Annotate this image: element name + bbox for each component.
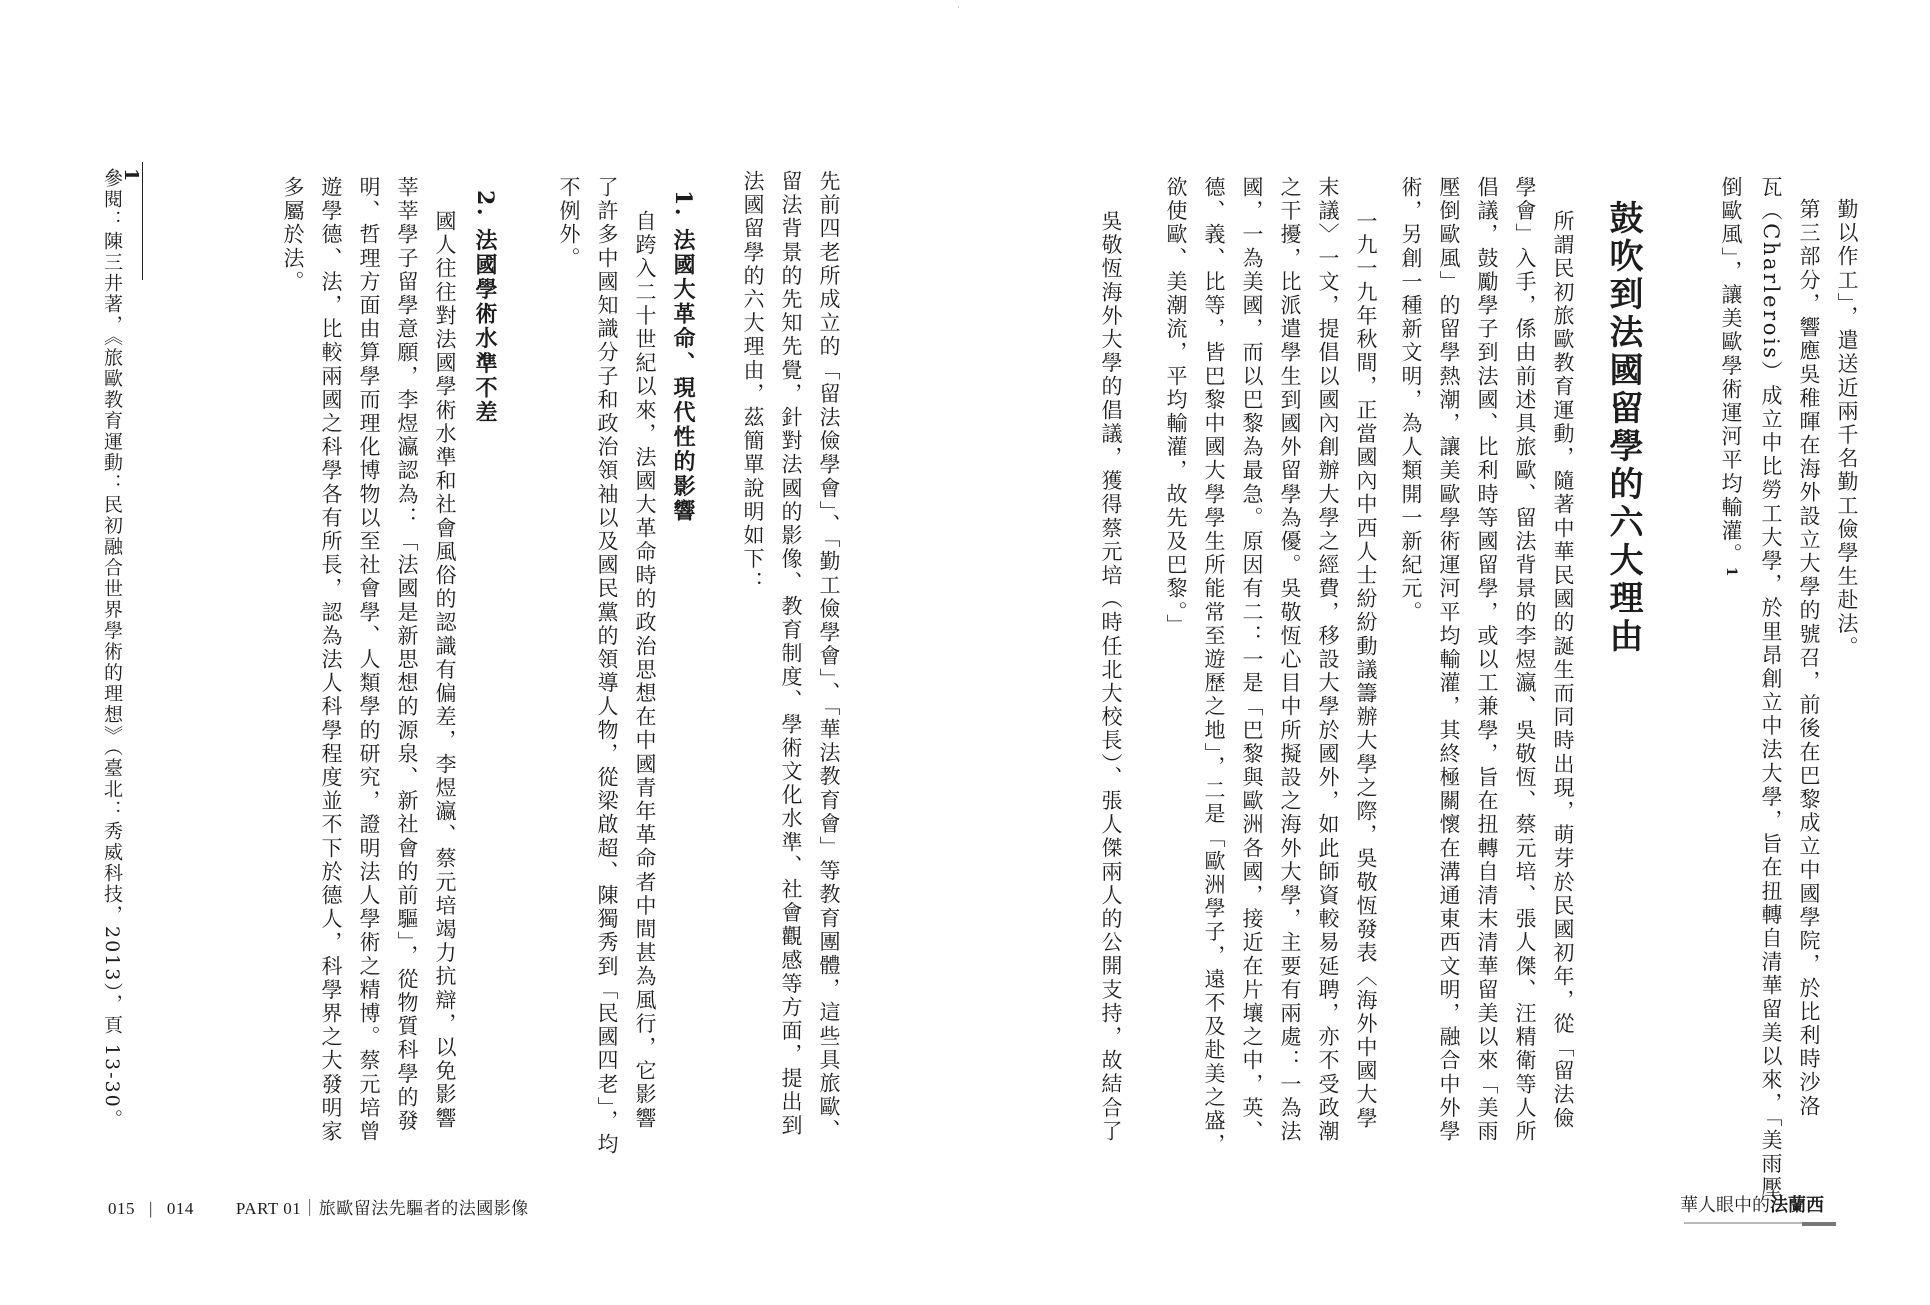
page-number-right: 014 (166, 1199, 194, 1218)
text-column: 遊學德、法，比較兩國之科學各有所長，認為法人科學程度並不下於德人，科學界之大發明家 (319, 176, 343, 1144)
part-title: PART 01｜旅歐留法先驅者的法國影像 (235, 1199, 529, 1218)
text-column: 之干擾，比派遣學生到國外留學為優。吳敬恆心目中所擬設之海外大學，主要有兩處：一為法 (1278, 176, 1302, 1144)
text-run: 倒歐風」，讓美歐學術運河平均輸灌。 (1719, 176, 1743, 567)
subsection-heading: 2. 法國學術水準不差 (472, 190, 498, 426)
text-column: 欲使歐、美潮流，平均輸灌，故先及巴黎。」 (1164, 176, 1188, 638)
text-column (1720, 176, 1741, 579)
footnote-rule (142, 162, 143, 280)
footer-divider: | (149, 1199, 153, 1218)
text-column: 國，一為美國，而以巴黎為最急。原因有二：一是「巴黎與歐洲各國，接近在片壤之中，英、 (1240, 176, 1264, 1144)
text-column: 法國留學的六大理由，茲簡單說明如下： (741, 170, 765, 595)
text-column: 壓倒歐風」的留學熱潮，讓美歐學術運河平均輸灌，其終極關懷在溝通東西文明，融合中外學 (1437, 176, 1461, 1144)
text-column: 第三部分，響應吳稚暉在海外設立大學的號召，前後在巴黎成立中國學院，於比利時沙洛 (1797, 198, 1821, 1119)
book-title (1680, 1191, 1824, 1217)
text-column: 學會」入手，係由前述具旅歐、留法背景的李煜瀛、吳敬恆、蔡元培、張人傑、汪精衛等人所 (1513, 176, 1537, 1144)
text-column: 不例外。 (557, 176, 581, 271)
text-column: 末議〉一文，提倡以國內創辦大學之經費，移設大學於國外，如此師資較易延聘，亦不受政潮 (1316, 176, 1340, 1144)
text-column: 勤以作工」，遣送近兩千名勤工儉學生赴法。 (1835, 198, 1859, 660)
text-column: 所謂民初旅歐教育運動，隨著中華民國的誕生而同時出現，萌芽於民國初年，從「留法儉 (1551, 210, 1575, 1131)
footnote-text: 參閱：陳三井著，《旅歐教育運動：民初融合世界學術的理想》（臺北：秀威科技，2013），頁 13-30。 (101, 168, 123, 1130)
book-title-part-b: 法蘭西 (1770, 1195, 1824, 1216)
text-column: 自跨入二十世紀以來，法國大革命時的政治思想在中國青年革命者中間甚為風行，它影響 (633, 210, 657, 1131)
footnote-ref: 1 (1723, 566, 1739, 580)
section-heading: 鼓吹到法國留學的六大理由 (1603, 200, 1643, 656)
text-column: 倡議，鼓勵學子到法國、比利時等國留學，或以工兼學，旨在扭轉自清末清華留美以來「美雨 (1475, 176, 1499, 1144)
book-title-part-a: 華人眼中的 (1680, 1195, 1770, 1216)
footer-rule-accent (1802, 1222, 1836, 1226)
text-column: 先前四老所成立的「留法儉學會」、「勤工儉學會」、「華法教育會」等教育團體，這些具旅歐、 (817, 170, 841, 1143)
text-column: 術，另創一種新文明，為人類開一新紀元。 (1399, 176, 1423, 625)
crop-mark: · (957, 3, 960, 13)
text-column: 多屬於法。 (281, 176, 305, 294)
text-column: 明、哲理方面由算學而理化博物以至社會學、人類學的研究，證明法人學術之精博。蔡元培曾 (357, 176, 381, 1144)
footnote-number: 1 (120, 168, 142, 184)
text-column: 莘莘學子留學意願，李煜瀛認為：「法國是新思想的源泉、新社會的前驅」，從物質科學的發 (395, 176, 419, 1134)
footnote (102, 168, 140, 1130)
text-column: 吳敬恆海外大學的倡議，獲得蔡元培（時任北大校長）、張人傑兩人的公開支持，故結合了 (1099, 210, 1123, 1144)
text-column: 了許多中國知識分子和政治領袖以及國民黨的領導人物，從梁啟超、陳獨秀到「民國四老」，均 (595, 176, 619, 1157)
text-column: 德、義、比等，皆巴黎中國大學學生所能常至遊歷之地」，二是「歐洲學子，遠不及赴美之盛， (1202, 176, 1226, 1157)
page-footer-left (108, 1194, 529, 1219)
text-column: 國人往往對法國學術水準和社會風俗的認識有偏差，李煜瀛、蔡元培竭力抗辯，以免影響 (433, 210, 457, 1131)
page-number-left: 015 (108, 1199, 135, 1218)
text-column: 瓦（Charlerois）成立中比勞工大學，於里昂創立中法大學，旨在扭轉自清華留美以來，「美雨壓 (1759, 176, 1783, 1200)
subsection-heading: 1. 法國大革命、現代性的影響 (670, 190, 696, 524)
text-column: 一九一九年秋間，正當國內中西人士紛紛動議籌辦大學之際，吳敬恆發表〈海外中國大學 (1354, 210, 1378, 1131)
text-column: 留法背景的先知先覺，針對法國的影像、教育制度、學術文化水準、社會觀感等方面，提出到 (779, 170, 803, 1138)
